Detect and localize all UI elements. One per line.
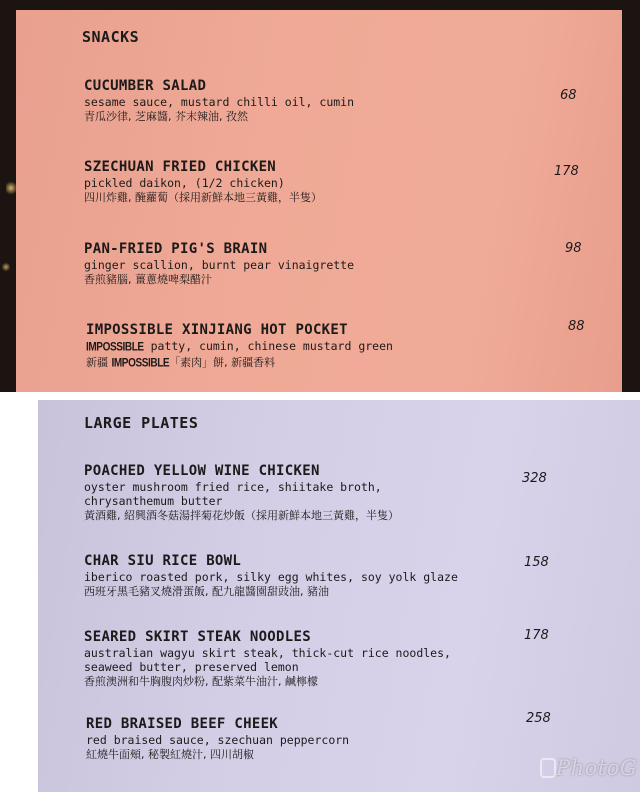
menu-item-cucumber-salad xyxy=(84,78,624,124)
item-description: sesame sauce, mustard chilli oil, cumin xyxy=(84,95,355,109)
item-name: RED BRAISED BEEF CHEEK xyxy=(86,716,279,732)
impossible-logo: IMPOSSIBLE xyxy=(111,356,170,371)
item-name: SEARED SKIRT STEAK NOODLES xyxy=(84,629,311,645)
item-name: SZECHUAN FRIED CHICKEN xyxy=(84,159,277,175)
item-description: red braised sauce, szechuan peppercorn xyxy=(86,733,350,747)
section-heading-large-plates: LARGE PLATES xyxy=(84,414,199,432)
impossible-logo: IMPOSSIBLE xyxy=(86,340,144,354)
menu-item-pan-fried-pigs-brain xyxy=(84,241,624,287)
item-price: 68 xyxy=(560,88,577,103)
item-name: CHAR SIU RICE BOWL xyxy=(84,553,242,569)
item-description: australian wagyu skirt steak, thick-cut rice noodles, seaweed butter, preserved lemon xyxy=(84,646,451,674)
item-description: oyster mushroom fried rice, shiitake broth, chrysanthemum butter xyxy=(84,480,382,508)
item-chinese-description: 香煎豬腦, 薑蔥燒啤梨醋汁 xyxy=(84,273,212,286)
item-chinese-description: 黃酒雞, 紹興酒冬菇湯拌菊花炒飯（採用新鮮本地三黃雞，半隻） xyxy=(84,509,399,522)
menu-item-szechuan-fried-chicken xyxy=(84,159,624,205)
item-description: ginger scallion, burnt pear vinaigrette xyxy=(84,258,355,272)
item-price: 178 xyxy=(524,628,549,643)
item-price: 88 xyxy=(568,319,585,334)
item-price: 98 xyxy=(565,241,582,256)
item-name: POACHED YELLOW WINE CHICKEN xyxy=(84,463,320,479)
item-price: 178 xyxy=(554,164,579,179)
watermark-icon xyxy=(540,758,556,778)
background-light xyxy=(6,180,16,196)
watermark: PhotoG xyxy=(556,756,638,780)
item-name: PAN-FRIED PIG'S BRAIN xyxy=(84,241,268,257)
item-price: 258 xyxy=(526,711,551,726)
snacks-menu-sheet xyxy=(16,10,622,392)
item-price: 328 xyxy=(522,471,547,486)
background-light xyxy=(2,262,10,272)
item-chinese-description: 西班牙黑毛豬叉燒滑蛋飯, 配九龍醬園甜豉油, 豬油 xyxy=(84,585,329,598)
item-description: pickled daikon, (1/2 chicken) xyxy=(84,176,285,190)
item-chinese-description: 紅燒牛面頰, 秘製紅燒汁, 四川胡椒 xyxy=(86,748,254,761)
item-name: CUCUMBER SALAD xyxy=(84,78,207,94)
item-chinese-description: 香煎澳洲和牛胸腹肉炒粉, 配紫菜牛油汁, 鹹檸檬 xyxy=(84,675,318,688)
large-plates-menu-sheet xyxy=(38,400,640,792)
item-chinese-description: 青瓜沙律, 芝麻醬, 芥末辣油, 孜然 xyxy=(84,110,248,123)
item-name: IMPOSSIBLE XINJIANG HOT POCKET xyxy=(86,322,348,338)
item-chinese-description: 新疆 IMPOSSIBLE「素肉」餅, 新疆香料 xyxy=(86,355,626,371)
menu-item-impossible-xinjiang-hot-pocket xyxy=(86,322,626,371)
item-description: IMPOSSIBLE patty, cumin, chinese mustard green xyxy=(86,339,626,355)
section-heading-snacks: SNACKS xyxy=(82,28,140,46)
item-description: iberico roasted pork, silky egg whites, soy yolk glaze xyxy=(84,570,458,584)
item-chinese-description: 四川炸雞, 醃蘿蔔（採用新鮮本地三黃雞，半隻） xyxy=(84,191,322,204)
item-price: 158 xyxy=(524,555,549,570)
